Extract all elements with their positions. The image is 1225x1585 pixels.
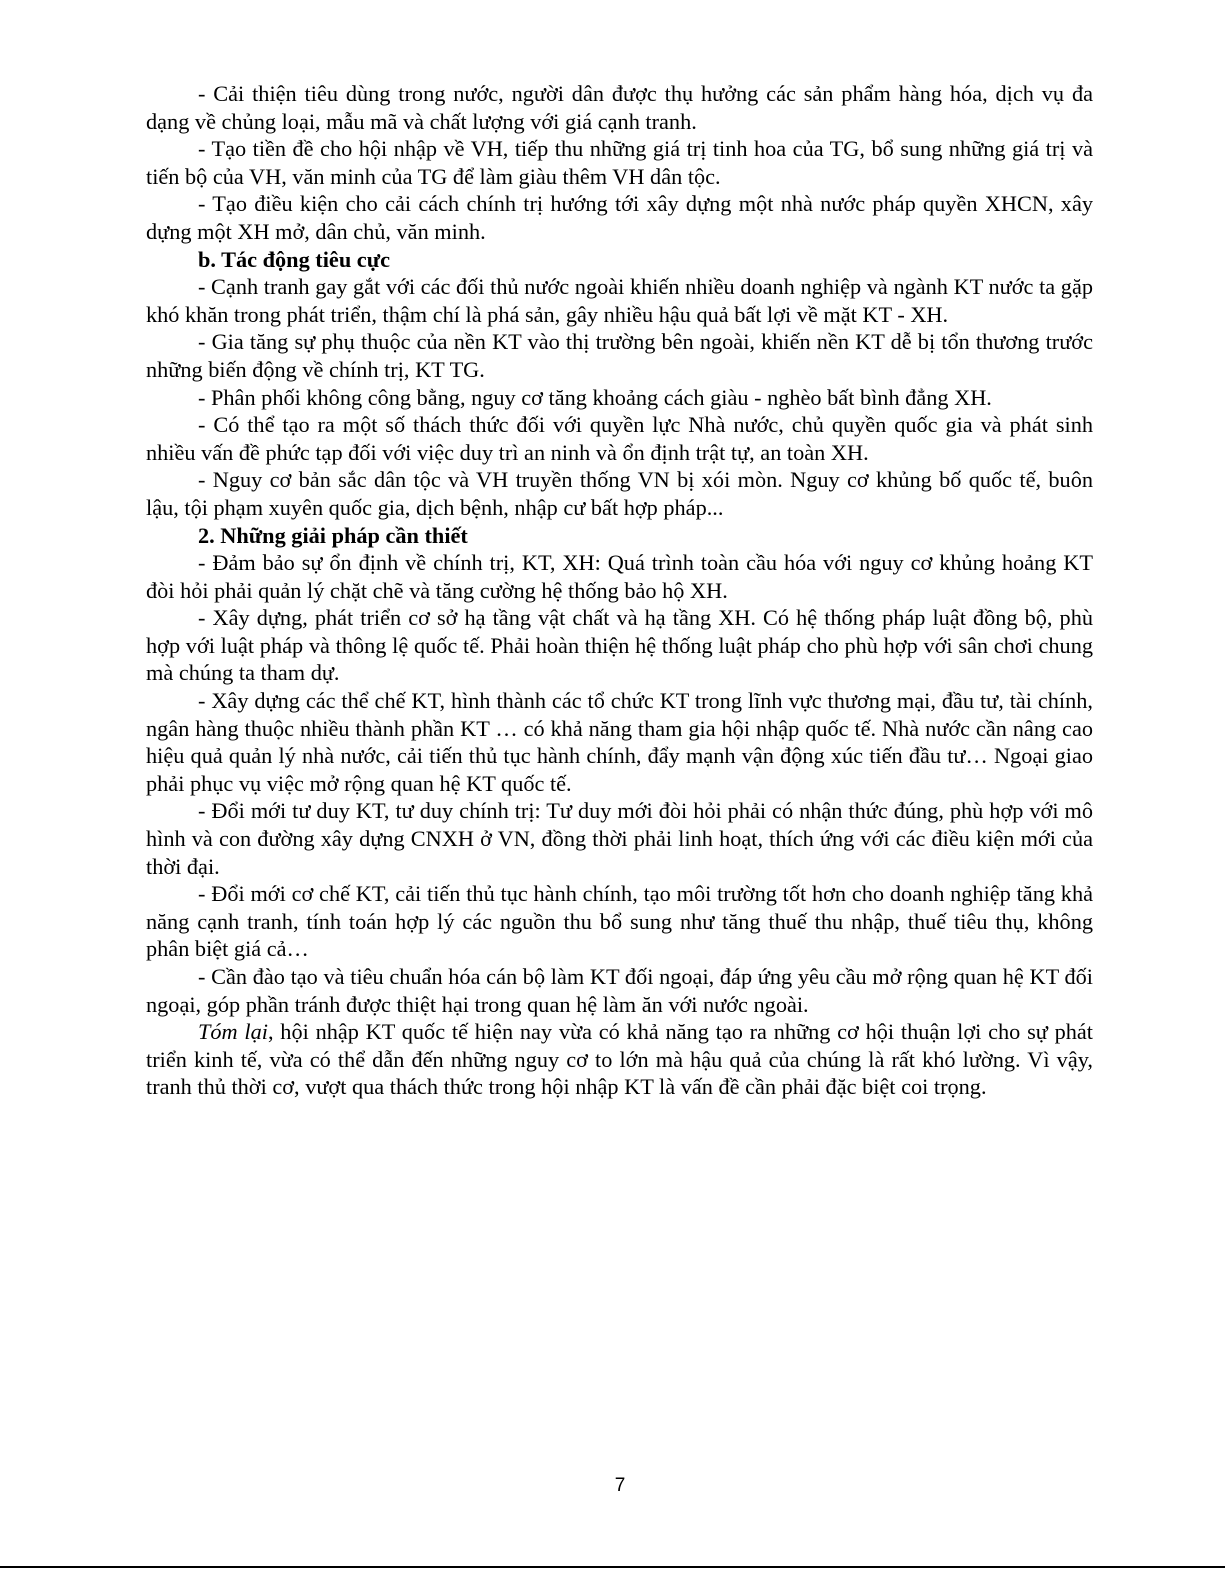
paragraph: - Tạo tiền đề cho hội nhập về VH, tiếp thu những giá trị tinh hoa của TG, bổ sung những giá trị và tiến bộ của VH, văn minh của TG để làm giàu thêm VH dân tộc. xyxy=(146,136,1093,189)
page-number: 7 xyxy=(614,1475,626,1496)
paragraph: - Đảm bảo sự ổn định về chính trị, KT, XH: Quá trình toàn cầu hóa với nguy cơ khủng hoảng KT đòi hỏi phải quản lý chặt chẽ và tăng cường hệ thống bảo hộ XH. xyxy=(146,550,1093,603)
paragraph: - Xây dựng các thể chế KT, hình thành các tổ chức KT trong lĩnh vực thương mại, đầu tư, tài chính, ngân hàng thuộc nhiều thành phần KT … có khả năng tham gia hội nhập quốc tế. Nhà nước cần nâng cao hiệu quả quản lý nhà nước, cải tiến thủ tục hành chính, đẩy mạnh vận động xúc tiến đầu tư… Ngoại giao phải phục vụ việc mở rộng quan hệ KT quốc tế. xyxy=(146,688,1093,796)
paragraph: - Xây dựng, phát triển cơ sở hạ tầng vật chất và hạ tầng XH. Có hệ thống pháp luật đồng bộ, phù hợp với luật pháp và thông lệ quốc tế. Phải hoàn thiện hệ thống luật pháp cho phù hợp với sân chơi chung mà chúng ta tham dự. xyxy=(146,605,1093,686)
section-heading-negative-impacts: b. Tác động tiêu cực xyxy=(198,246,390,272)
section-heading-solutions: 2. Những giải pháp cần thiết xyxy=(198,522,468,548)
paragraph: - Cạnh tranh gay gắt với các đối thủ nước ngoài khiến nhiều doanh nghiệp và ngành KT nước ta gặp khó khăn trong phát triển, thậm chí là phá sản, gây nhiều hậu quả bất lợi về mặt KT - XH. xyxy=(146,274,1093,327)
paragraph: - Đổi mới cơ chế KT, cải tiến thủ tục hành chính, tạo môi trường tốt hơn cho doanh nghiệp tăng khả năng cạnh tranh, tính toán hợp lý các nguồn thu bổ sung như tăng thuế thu nhập, thuế tiêu thụ, không phân biệt giá cả… xyxy=(146,881,1093,962)
paragraph: - Cần đào tạo và tiêu chuẩn hóa cán bộ làm KT đối ngoại, đáp ứng yêu cầu mở rộng quan hệ KT đối ngoại, góp phần tránh được thiệt hại trong quan hệ làm ăn với nước ngoài. xyxy=(146,964,1093,1017)
paragraph: - Đổi mới tư duy KT, tư duy chính trị: Tư duy mới đòi hỏi phải có nhận thức đúng, phù hợp với mô hình và con đường xây dựng CNXH ở VN, đồng thời phải linh hoạt, thích ứng với các điều kiện mới của thời đại. xyxy=(146,798,1093,879)
paragraph: - Gia tăng sự phụ thuộc của nền KT vào thị trường bên ngoài, khiến nền KT dễ bị tổn thương trước những biến động về chính trị, KT TG. xyxy=(146,329,1093,382)
paragraph: - Nguy cơ bản sắc dân tộc và VH truyền thống VN bị xói mòn. Nguy cơ khủng bố quốc tế, buôn lậu, tội phạm xuyên quốc gia, dịch bệnh, nhập cư bất hợp pháp... xyxy=(146,467,1093,520)
summary-lead: Tóm lại xyxy=(198,1019,268,1045)
paragraph: - Tạo điều kiện cho cải cách chính trị hướng tới xây dựng một nhà nước pháp quyền XHCN, xây dựng một XH mở, dân chủ, văn minh. xyxy=(146,191,1093,244)
paragraph: - Cải thiện tiêu dùng trong nước, người dân được thụ hưởng các sản phẩm hàng hóa, dịch vụ đa dạng về chủng loại, mẫu mã và chất lượng với giá cạnh tranh. xyxy=(146,81,1093,134)
summary-text: , hội nhập KT quốc tế hiện nay vừa có khả năng tạo ra những cơ hội thuận lợi cho sự phát triển kinh tế, vừa có thể dẫn đến những nguy cơ to lớn mà hậu quả của chúng là rất khó lường. Vì vậy, tranh thủ thời cơ, vượt qua thách thức trong hội nhập KT là vấn đề cần phải đặc biệt coi trọng. xyxy=(146,1019,1093,1100)
summary-paragraph xyxy=(146,1018,1093,1101)
paragraph: - Có thể tạo ra một số thách thức đối với quyền lực Nhà nước, chủ quyền quốc gia và phát sinh nhiều vấn đề phức tạp đối với việc duy trì an ninh và ổn định trật tự, an toàn XH. xyxy=(146,412,1093,465)
bottom-divider xyxy=(0,1566,1225,1568)
paragraph: - Phân phối không công bằng, nguy cơ tăng khoảng cách giàu - nghèo bất bình đẳng XH. xyxy=(198,384,992,410)
document-body xyxy=(146,80,1093,1101)
